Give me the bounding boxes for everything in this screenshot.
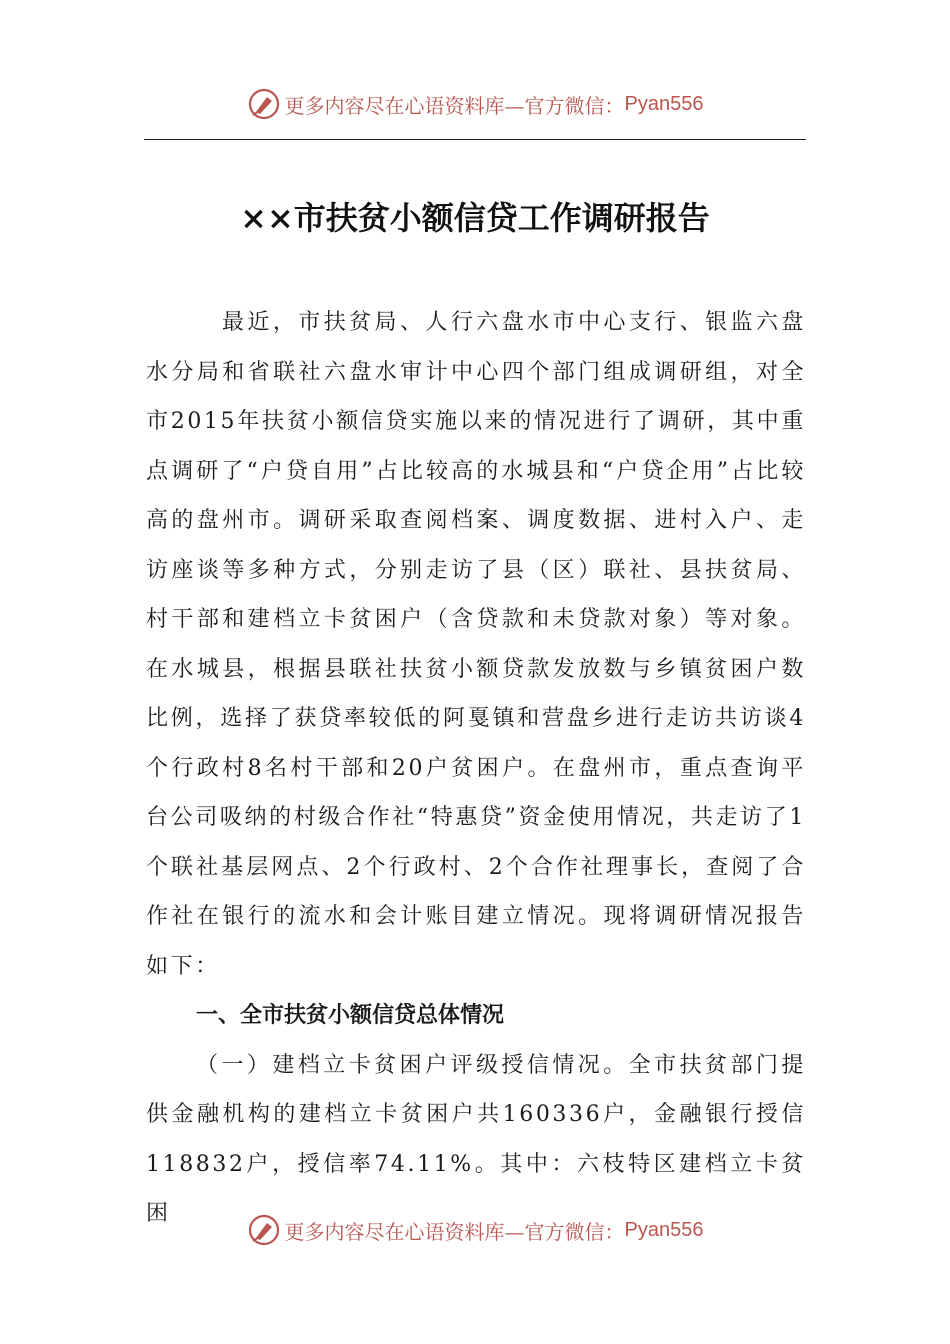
header-watermark [0,84,950,124]
header-watermark-handle: Pyan556 [624,92,704,115]
footer-watermark-text: 更多内容尽在心语资料库—官方微信： [284,1219,625,1244]
intro-paragraph: 最近，市扶贫局、人行六盘水市中心支行、银监六盘水分局和省联社六盘水审计中心四个部门组成调研组，对全市2015年扶贫小额信贷实施以来的情况进行了调研，其中重点调研了“户贷自用”占比较高的水城县和“户贷企用”占比较高的盘州市。调研采取查阅档案、调度数据、进村入户、走访座谈等多种方式，分别走访了县（区）联社、县扶贫局、村干部和建档立卡贫困户（含贷款和未贷款对象）等对象。在水城县，根据县联社扶贫小额贷款发放数与乡镇贫困户数比例，选择了获贷率较低的阿戛镇和营盘乡进行走访共访谈4个行政村8名村干部和20户贫困户。在盘州市，重点查询平台公司吸纳的村级合作社“特惠贷”资金使用情况，共走访了1个联社基层网点、2个行政村、2个合作社理事长，查阅了合作社在银行的流水和会计账目建立情况。现将调研情况报告如下： [146,310,806,979]
header-rule [144,139,806,140]
footer-watermark-handle: Pyan556 [624,1218,704,1241]
footer-watermark [0,1210,950,1250]
pen-nib-circle-icon [247,87,281,121]
pen-nib-circle-icon [247,1213,281,1247]
header-watermark-text: 更多内容尽在心语资料库—官方微信： [284,93,625,118]
document-body [146,298,806,1239]
section-paragraph: （一）建档立卡贫困户评级授信情况。全市扶贫部门提供金融机构的建档立卡贫困户共160336户，金融银行授信118832户，授信率74.11%。其中：六枝特区建档立卡贫困 [146,1052,806,1226]
section-heading: 一、全市扶贫小额信贷总体情况 [196,1003,505,1028]
document-title: ××市扶贫小额信贷工作调研报告 [240,199,710,237]
